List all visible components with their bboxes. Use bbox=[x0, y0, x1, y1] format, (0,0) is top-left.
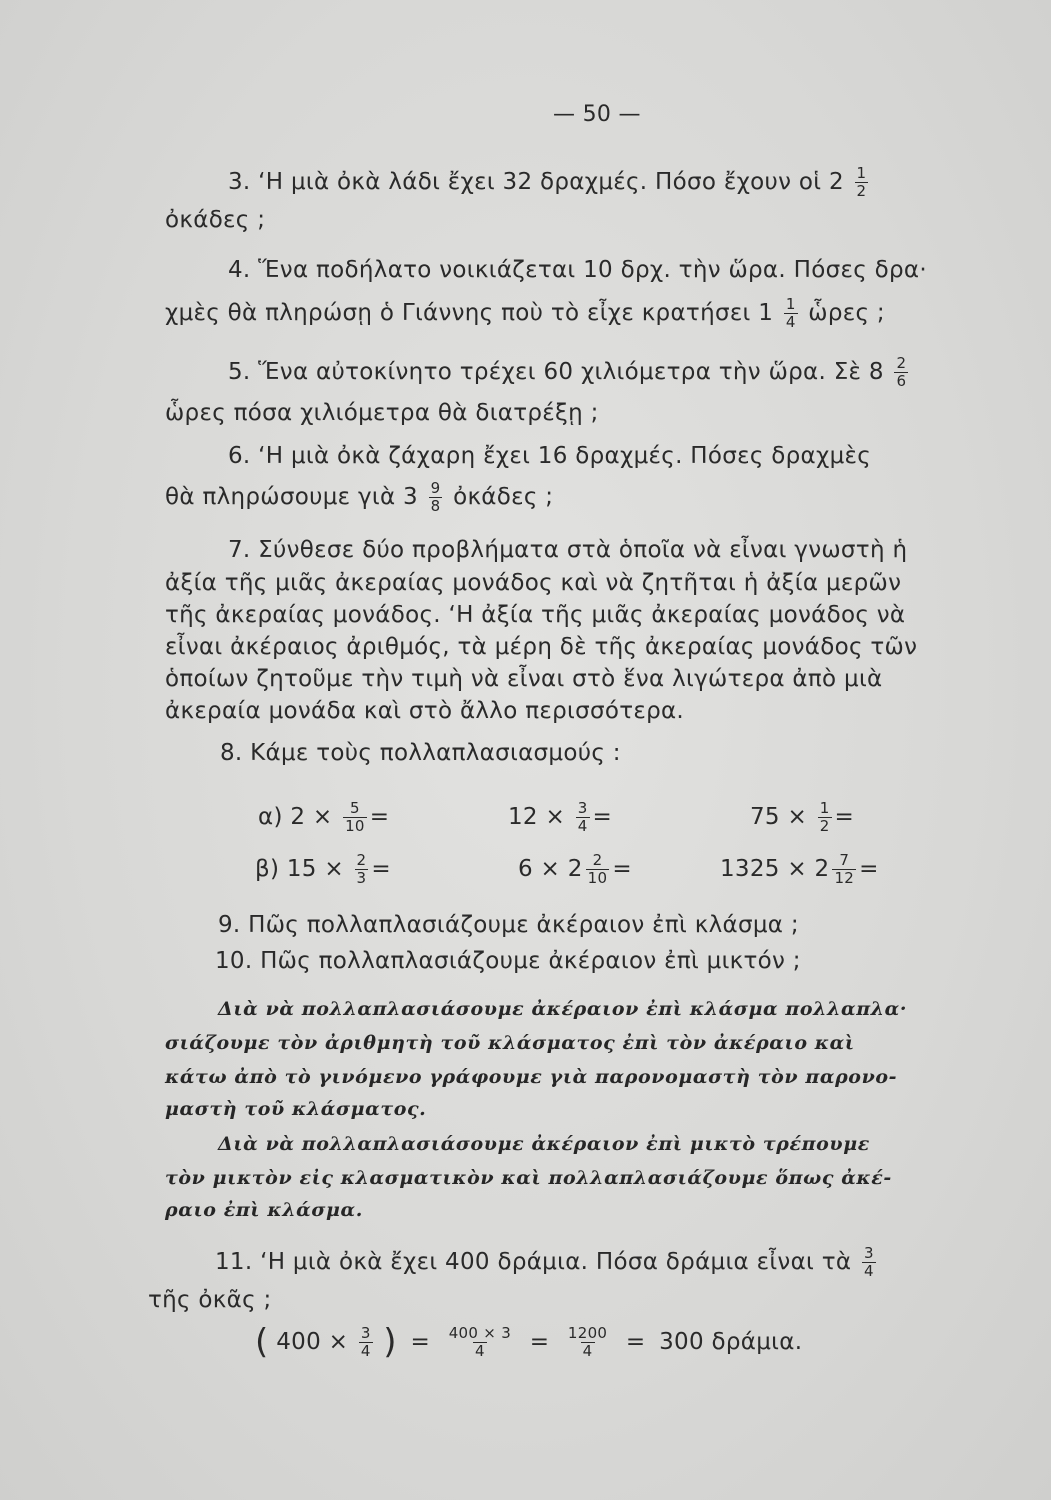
fraction: $\frac{3}{4}$ bbox=[863, 1244, 874, 1280]
rule-1-line: κάτω ἀπὸ τὸ γινόμενο γράφουμε γιὰ παρονομαστὴ τὸν παρονο- bbox=[165, 1066, 898, 1088]
problem-7-line: 7. Σύνθεσε δύο προβλήματα στὰ ὁποῖα νὰ εἶναι γνωστὴ ἡ bbox=[228, 537, 908, 563]
problem-7-line: εἶναι ἀκέραιος ἀριθμός, τὰ μέρη δὲ τῆς ἀκεραίας μονάδος τῶν bbox=[165, 634, 918, 660]
problem-3-line-1 bbox=[228, 165, 871, 200]
exercise-b-1: β) 15 × $\frac{2}{3}$ = bbox=[255, 851, 391, 887]
problem-7-line: ὁποίων ζητοῦμε τὴν τιμὴ νὰ εἶναι στὸ ἕνα λιγώτερα ἀπὸ μιὰ bbox=[165, 666, 883, 692]
fraction: $\frac{3}{4}$ bbox=[360, 1323, 371, 1360]
rule-2-line: Διὰ νὰ πολλαπλασιάσουμε ἀκέραιον ἐπὶ μικτὸ τρέπουμε bbox=[218, 1133, 870, 1155]
fraction: $\frac{9}{8}$ bbox=[430, 479, 441, 515]
question-9: 9. Πῶς πολλαπλασιάζουμε ἀκέραιον ἐπὶ κλάσμα ; bbox=[218, 912, 799, 938]
rule-2-line: ραιο ἐπὶ κλάσμα. bbox=[165, 1199, 363, 1221]
rule-1-line: μαστὴ τοῦ κλάσματος. bbox=[165, 1098, 427, 1120]
problem-7-line: ἀκεραία μονάδα καὶ στὸ ἄλλο περισσότερα. bbox=[165, 698, 685, 724]
problem-11-line-1: 11. ‘Η μιὰ ὀκὰ ἔχει 400 δράμια. Πόσα δράμια εἶναι τὰ $\frac{3}{4}$ bbox=[215, 1244, 874, 1280]
fraction: $\frac{2}{3}$ bbox=[356, 851, 367, 887]
fraction: $\frac{1}{4}$ bbox=[785, 295, 796, 331]
exercise-b-2: 6 × 2 $\frac{2}{10}$ = bbox=[518, 851, 632, 887]
exercise-a-3: 75 × $\frac{1}{2}$ = bbox=[750, 799, 855, 835]
fraction: $\frac{3}{4}$ bbox=[577, 799, 588, 835]
fraction: $\frac{400 \times 3}{4}$ bbox=[448, 1323, 512, 1360]
problem-6-line-2: θὰ πληρώσουμε γιὰ 3 $\frac{9}{8}$ ὀκάδες ; bbox=[165, 479, 554, 515]
fraction: $\frac{1200}{4}$ bbox=[567, 1323, 608, 1360]
exercise-b-3: 1325 × 2 $\frac{7}{12}$ = bbox=[720, 851, 879, 887]
question-10: 10. Πῶς πολλαπλασιάζουμε ἀκέραιον ἐπὶ μικτόν ; bbox=[215, 948, 801, 974]
problem-7-line: τῆς ἀκεραίας μονάδος. ‘Η ἀξία τῆς μιᾶς ἀκεραίας μονάδος νὰ bbox=[165, 602, 906, 628]
rule-2-line: τὸν μικτὸν εἰς κλασματικὸν καὶ πολλαπλασιάζουμε ὅπως ἀκέ- bbox=[165, 1167, 892, 1189]
problem-11-line-2: τῆς ὀκᾶς ; bbox=[148, 1287, 272, 1313]
problem-5-line-1: 5. Ἕνα αὐτοκίνητο τρέχει 60 χιλιόμετρα τὴν ὥρα. Σὲ 8 $\frac{2}{6}$ bbox=[228, 354, 907, 390]
page-number: — 50 — bbox=[553, 102, 641, 127]
calculation-line: ( 400 × $\frac{3}{4}$ ) = $\frac{400 \times 3}{4}$ = $\frac{1200}{4}$ = 300 δράμια. bbox=[255, 1322, 803, 1362]
problem-3-text: 3. ‘Η μιὰ ὀκὰ λάδι ἔχει 32 δραχμές. Πόσο ἔχουν οἱ 2 bbox=[228, 169, 844, 195]
fraction: $\frac{5}{10}$ bbox=[345, 799, 365, 835]
exercise-a-1: α) 2 × $\frac{5}{10}$ = bbox=[258, 799, 390, 835]
fraction: $\frac{2}{6}$ bbox=[896, 354, 907, 390]
fraction: $\frac{7}{12}$ bbox=[834, 851, 855, 887]
fraction: $\frac{1}{2}$ bbox=[819, 799, 830, 835]
fraction: $\frac{1}{2}$ bbox=[856, 164, 867, 200]
rule-1-line: σιάζουμε τὸν ἀριθμητὴ τοῦ κλάσματος ἐπὶ τὸν ἀκέραιο καὶ bbox=[165, 1032, 855, 1054]
problem-8-title: 8. Κάμε τοὺς πολλαπλασιασμούς : bbox=[220, 740, 621, 766]
problem-4-line-2: χμὲς θὰ πληρώσῃ ὁ Γιάννης ποὺ τὸ εἶχε κρατήσει 1 $\frac{1}{4}$ ὧρες ; bbox=[165, 295, 885, 331]
problem-3-line-2: ὀκάδες ; bbox=[165, 207, 266, 233]
problem-6-line-1: 6. ‘Η μιὰ ὀκὰ ζάχαρη ἔχει 16 δραχμές. Πόσες δραχμὲς bbox=[228, 443, 872, 469]
fraction: $\frac{2}{10}$ bbox=[587, 851, 608, 887]
rule-1-line: Διὰ νὰ πολλαπλασιάσουμε ἀκέραιον ἐπὶ κλάσμα πολλαπλα· bbox=[218, 998, 908, 1020]
exercise-a-2: 12 × $\frac{3}{4}$ = bbox=[508, 799, 613, 835]
problem-7-line: ἀξία τῆς μιᾶς ἀκεραίας μονάδος καὶ νὰ ζητῆται ἡ ἀξία μερῶν bbox=[165, 570, 902, 596]
problem-5-line-2: ὧρες πόσα χιλιόμετρα θὰ διατρέξῃ ; bbox=[165, 400, 599, 426]
problem-4-line-1: 4. Ἕνα ποδήλατο νοικιάζεται 10 δρχ. τὴν ὥρα. Πόσες δρα· bbox=[228, 257, 927, 283]
